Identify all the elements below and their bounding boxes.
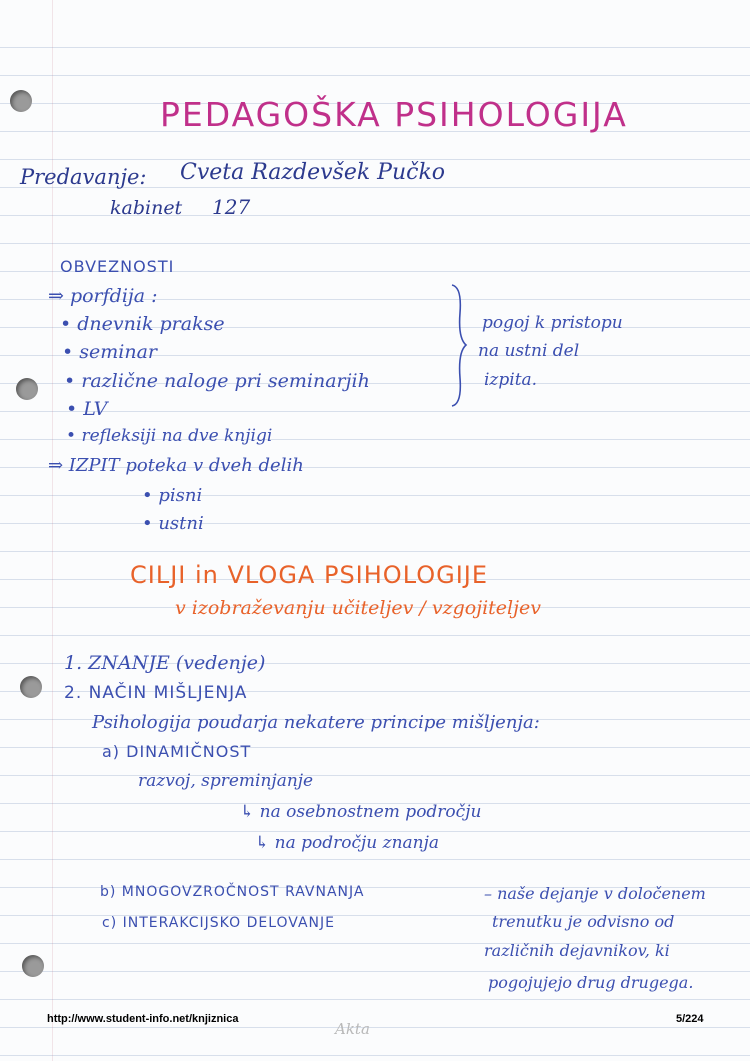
punch-hole bbox=[16, 378, 38, 400]
principle-a-sub: ↳ na področju znanja bbox=[255, 833, 440, 853]
page-counter: 5/224 bbox=[676, 1013, 704, 1025]
office-number: 127 bbox=[212, 195, 251, 219]
obligation-item-text: seminar bbox=[79, 341, 157, 363]
obligation-item-text: LV bbox=[83, 398, 108, 420]
exam-part-text: pisni bbox=[158, 485, 203, 506]
obligation-item: • LV bbox=[66, 398, 108, 420]
punch-hole bbox=[10, 90, 32, 112]
punch-hole bbox=[22, 955, 44, 977]
lecturer-label: Predavanje: bbox=[20, 165, 147, 189]
principle-a-text: razvoj, spreminjanje bbox=[138, 771, 314, 791]
obligations-heading: OBVEZNOSTI bbox=[60, 257, 175, 276]
interaction-note-line: trenutku je odvisno od bbox=[492, 912, 675, 931]
principle-c: c) INTERAKCIJSKO DELOVANJE bbox=[102, 915, 335, 931]
principle-a-sub: ↳ na osebnostnem področju bbox=[240, 802, 482, 822]
condition-note-line: izpita. bbox=[484, 370, 538, 390]
exam-part: • ustni bbox=[142, 513, 204, 534]
curly-brace bbox=[448, 283, 468, 408]
obligation-item: • refleksiji na dve knjigi bbox=[66, 426, 273, 446]
exam-part-text: ustni bbox=[158, 513, 204, 534]
condition-note-line: na ustni del bbox=[478, 341, 580, 361]
interaction-note-line: pogojujejo drug drugega. bbox=[488, 973, 694, 992]
point-knowledge: 1. ZNANJE (vedenje) bbox=[64, 652, 266, 674]
principles-line: Psihologija poudarja nekatere principe mišljenja: bbox=[92, 712, 540, 733]
obligation-item: • različne naloge pri seminarjih bbox=[64, 370, 370, 392]
interaction-note-line: – naše dejanje v določenem bbox=[484, 884, 706, 903]
lecturer-name: Cveta Razdevšek Pučko bbox=[180, 160, 446, 185]
principle-a: a) DINAMIČNOST bbox=[102, 742, 252, 761]
condition-note-line: pogoj k pristopu bbox=[482, 313, 623, 333]
page-title: PEDAGOŠKA PSIHOLOGIJA bbox=[160, 95, 628, 134]
obligation-item-text: različne naloge pri seminarjih bbox=[81, 370, 370, 392]
obligation-item-text: refleksiji na dve knjigi bbox=[81, 426, 273, 446]
obligation-item: • dnevnik prakse bbox=[60, 313, 225, 335]
watermark-logo: Akta bbox=[335, 1020, 370, 1038]
section-subheading: v izobraževanju učiteljev / vzgojiteljev bbox=[175, 597, 541, 619]
principle-b: b) MNOGOVZROČNOST RAVNANJA bbox=[100, 884, 365, 900]
exam-part: • pisni bbox=[142, 485, 203, 506]
office-label: kabinet bbox=[110, 197, 183, 219]
section-heading: CILJI in VLOGA PSIHOLOGIJE bbox=[130, 561, 489, 589]
obligation-item-text: dnevnik prakse bbox=[77, 313, 225, 335]
punch-hole bbox=[20, 676, 42, 698]
exam-line: ⇒ IZPIT poteka v dveh delih bbox=[48, 455, 304, 476]
footer-url: http://www.student-info.net/knjiznica bbox=[47, 1013, 239, 1025]
interaction-note-line: različnih dejavnikov, ki bbox=[484, 941, 670, 960]
margin-line bbox=[52, 0, 53, 1061]
portfolio-line: ⇒ porfdija : bbox=[48, 285, 158, 307]
obligation-item: • seminar bbox=[62, 341, 157, 363]
point-thinking: 2. NAČIN MIŠLJENJA bbox=[64, 683, 248, 703]
